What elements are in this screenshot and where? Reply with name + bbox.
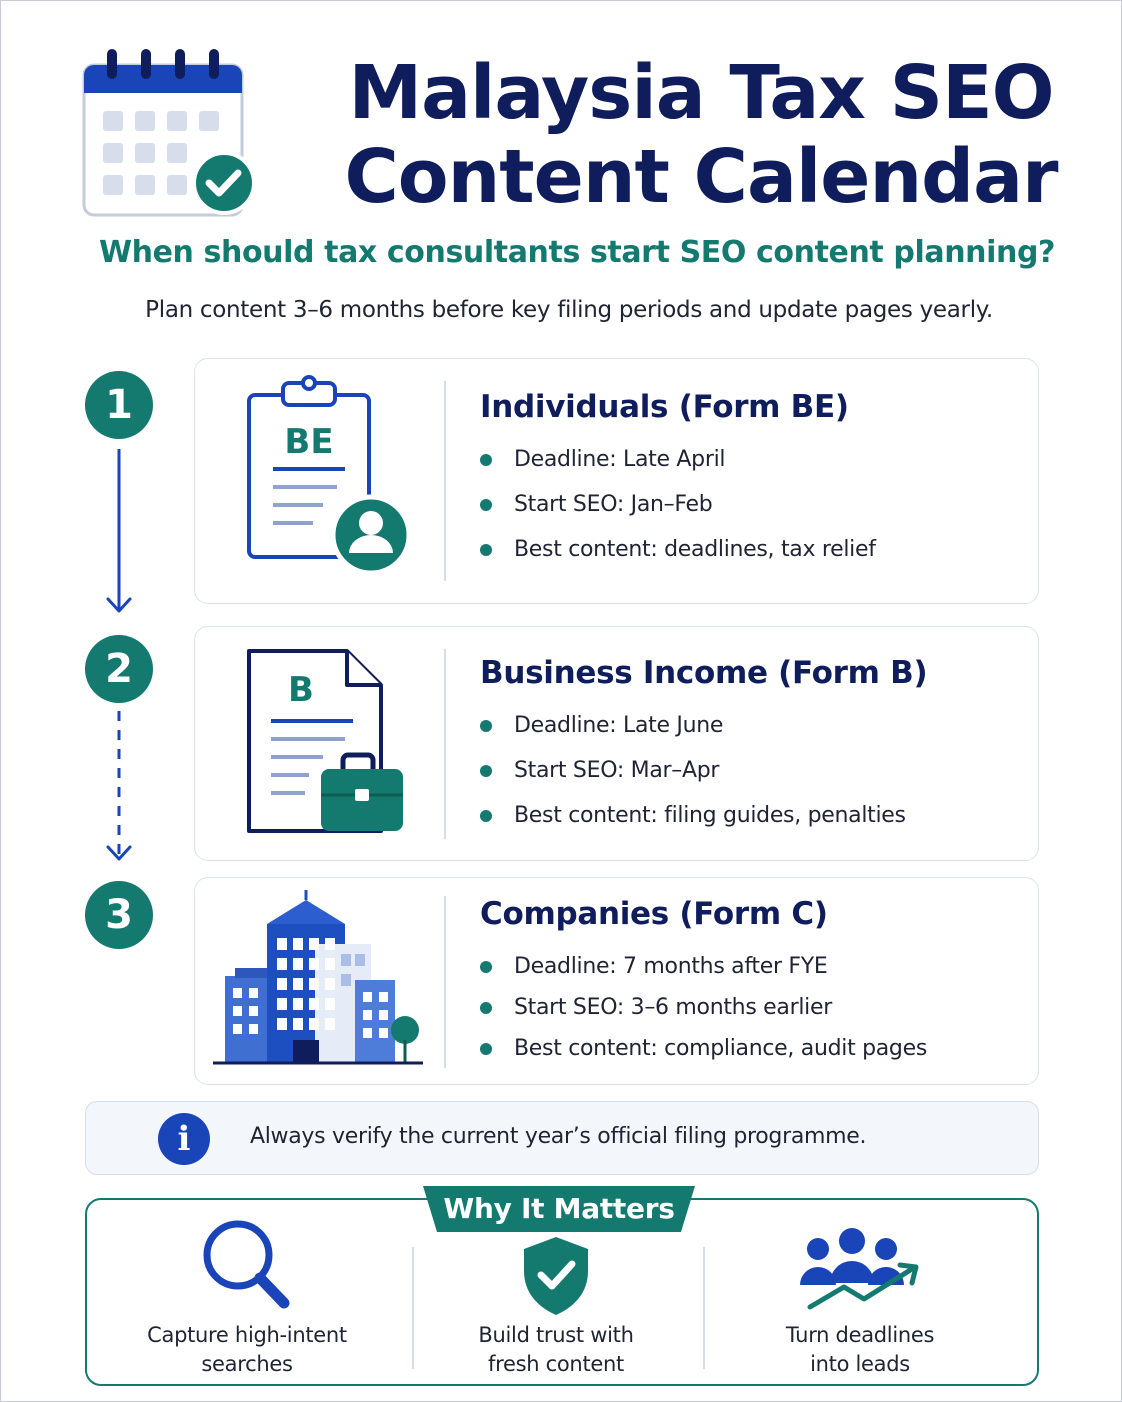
info-icon: i (158, 1113, 210, 1165)
people-growth-icon (780, 1215, 940, 1315)
shield-check-icon (501, 1215, 611, 1315)
page-subtitle: When should tax consultants start SEO content planning? (98, 235, 1056, 270)
page-title (301, 51, 1101, 219)
timeline-connector (101, 441, 141, 881)
card-bullets-companies (480, 954, 927, 1061)
step-number-3: 3 (85, 881, 153, 949)
why-label-capture: Capture high-intent searches (147, 1323, 347, 1376)
why-label-leads: Turn deadlines into leads (785, 1323, 935, 1376)
step-card-business (194, 626, 1039, 861)
why-item-trust (406, 1215, 706, 1379)
why-label-trust: Build trust with fresh content (478, 1323, 634, 1376)
why-item-capture (97, 1215, 397, 1379)
bullet-start-seo: Start SEO: Mar–Apr (480, 758, 906, 783)
bullet-best-content: Best content: deadlines, tax relief (480, 537, 876, 562)
form-badge-b: B (288, 670, 314, 710)
title-line-2: Content Calendar (344, 134, 1058, 220)
bullet-start-seo: Start SEO: Jan–Feb (480, 492, 876, 517)
form-badge-be: BE (284, 422, 334, 462)
bullet-start-seo: Start SEO: 3–6 months earlier (480, 995, 927, 1020)
step-number-1: 1 (85, 371, 153, 439)
why-it-matters-heading: Why It Matters (423, 1186, 695, 1232)
office-building-icon (205, 888, 435, 1068)
card-title-business: Business Income (Form B) (480, 655, 928, 691)
step-card-companies (194, 877, 1039, 1085)
card-bullets-business (480, 713, 906, 828)
info-notice (85, 1101, 1039, 1175)
magnifier-icon (192, 1215, 302, 1315)
calendar-check-icon (81, 45, 261, 225)
bullet-best-content: Best content: compliance, audit pages (480, 1036, 927, 1061)
card-title-companies: Companies (Form C) (480, 896, 828, 932)
clipboard-person-icon (205, 373, 435, 583)
bullet-deadline: Deadline: Late June (480, 713, 906, 738)
why-item-leads (710, 1215, 1010, 1379)
bullet-deadline: Deadline: 7 months after FYE (480, 954, 927, 979)
info-text: Always verify the current year’s official filing programme. (250, 1124, 867, 1149)
card-bullets-individuals (480, 447, 876, 562)
bullet-best-content: Best content: filing guides, penalties (480, 803, 906, 828)
title-line-1: Malaysia Tax SEO (348, 50, 1054, 136)
step-number-2: 2 (85, 635, 153, 703)
step-card-individuals (194, 358, 1039, 604)
document-briefcase-icon (205, 641, 435, 841)
intro-text: Plan content 3–6 months before key filing periods and update pages yearly. (145, 297, 993, 323)
card-title-individuals: Individuals (Form BE) (480, 389, 849, 425)
bullet-deadline: Deadline: Late April (480, 447, 876, 472)
